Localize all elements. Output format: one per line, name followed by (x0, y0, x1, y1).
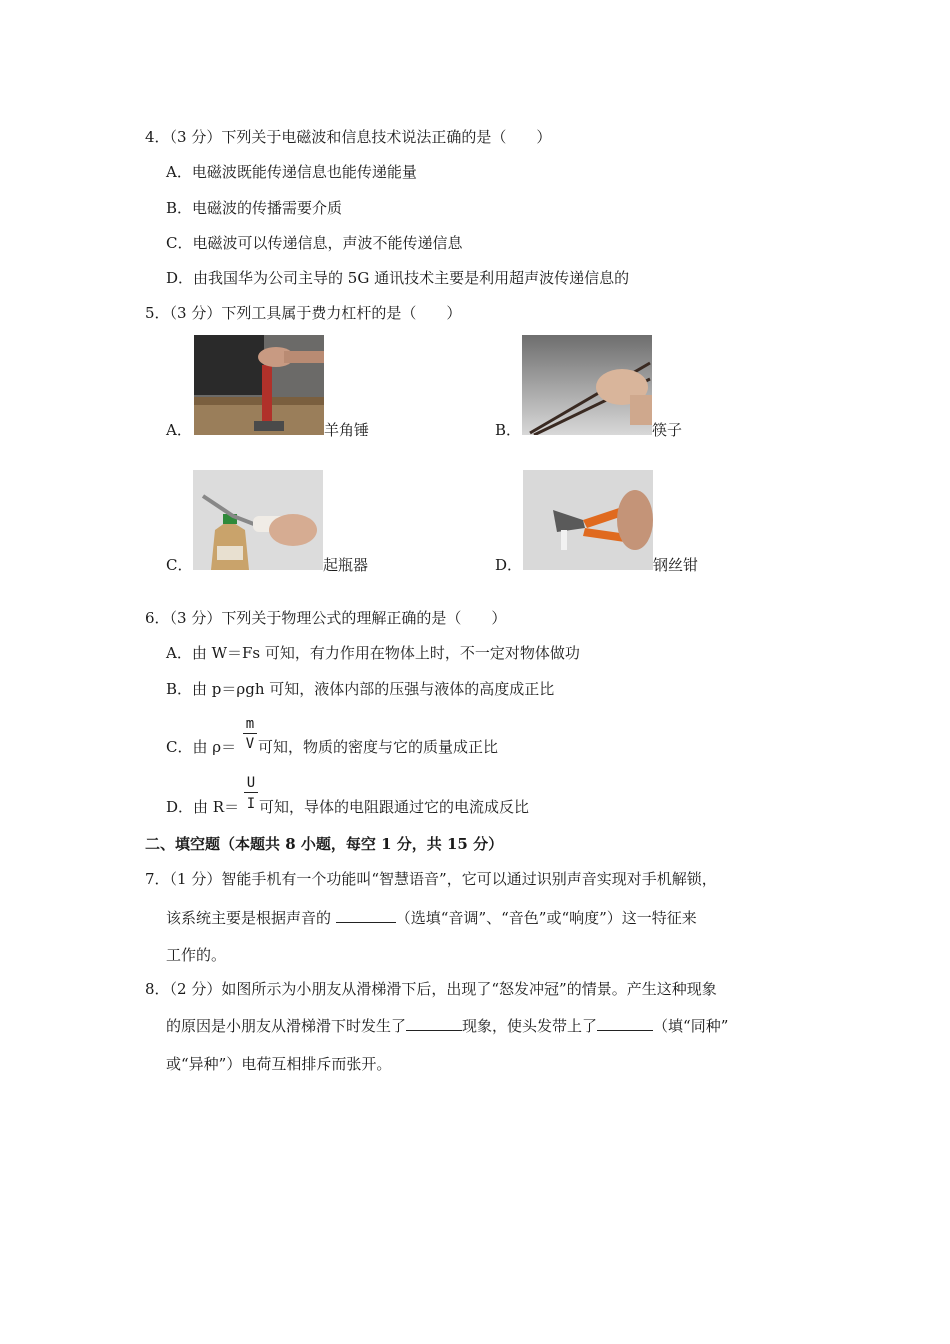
q6-option-d-suffix: 可知，导体的电阻跟通过它的电流成反比 (259, 798, 530, 816)
q7-line-1: 7．（1 分）智能手机有一个功能叫“智慧语音”，它可以通过识别声音实现对手机解锁， (145, 870, 717, 888)
hammer-photo (194, 335, 324, 435)
q5-option-c-letter: C． (166, 556, 193, 574)
q4-option-d: D．由我国华为公司主导的 5G 通讯技术主要是利用超声波传递信息的 (166, 269, 630, 287)
chopsticks-photo (522, 335, 652, 435)
q6-option-d-numerator: U (246, 775, 256, 791)
q8-line-1: 8．（2 分）如图所示为小朋友从滑梯滑下后，出现了“怒发冲冠”的情景。产生这种现象 (145, 980, 717, 998)
q6-option-c-numerator: m (245, 716, 255, 732)
q4-option-c: C．电磁波可以传递信息，声波不能传递信息 (166, 234, 463, 252)
q5-option-c-label: 起瓶器 (323, 556, 369, 574)
q6-option-c-prefix: C．由 ρ＝ (166, 738, 237, 756)
q8-line-2-text-b: 现象，使头发带上了 (462, 1017, 598, 1035)
q8-line-3: 或“异种”）电荷互相排斥而张开。 (166, 1055, 392, 1073)
q4-option-b: B．电磁波的传播需要介质 (166, 199, 343, 217)
q5-option-b-label: 筷子 (652, 421, 683, 439)
q7-line-2 (166, 908, 697, 928)
q8-line-2-text-c: （填“同种” (653, 1017, 729, 1035)
section-2-heading: 二、填空题（本题共 8 小题，每空 1 分，共 15 分） (145, 835, 504, 853)
q5-option-a-letter: A． (166, 421, 192, 439)
q8-line-2 (166, 1016, 728, 1036)
q5-option-a-label: 羊角锤 (324, 421, 370, 439)
q7-line-2-text-b: （选填“音调”、“音色”或“响度”）这一特征来 (395, 909, 697, 927)
q6-option-d-fraction-bar (244, 792, 258, 793)
q6-option-a: A．由 W＝Fs 可知，有力作用在物体上时，不一定对物体做功 (166, 644, 580, 662)
q6-stem: 6．（3 分）下列关于物理公式的理解正确的是（ ） (145, 609, 507, 627)
q4-option-a: A．电磁波既能传递信息也能传递能量 (166, 163, 417, 181)
q7-line-2-text-a: 该系统主要是根据声音的 (166, 909, 336, 927)
q6-option-c-denominator: V (245, 736, 255, 752)
q5-stem: 5．（3 分）下列工具属于费力杠杆的是（ ） (145, 304, 462, 322)
q6-option-c-suffix: 可知，物质的密度与它的质量成正比 (258, 738, 499, 756)
q6-option-d-prefix: D．由 R＝ (166, 798, 240, 816)
q6-option-b: B．由 p＝ρgh 可知，液体内部的压强与液体的高度成正比 (166, 680, 555, 698)
bottle-opener-photo (193, 470, 323, 570)
q8-answer-blank-2[interactable] (597, 1016, 653, 1031)
q8-answer-blank-1[interactable] (406, 1016, 462, 1031)
pliers-photo (523, 470, 653, 570)
q5-option-b-letter: B． (495, 421, 522, 439)
q7-answer-blank[interactable] (336, 908, 396, 923)
q7-line-3: 工作的。 (166, 946, 227, 964)
q5-option-d-label: 钢丝钳 (653, 556, 699, 574)
q6-option-c-fraction-bar (243, 733, 257, 734)
q6-option-d-denominator: I (246, 796, 256, 812)
q8-line-2-text-a: 的原因是小朋友从滑梯滑下时发生了 (166, 1017, 407, 1035)
q4-stem: 4．（3 分）下列关于电磁波和信息技术说法正确的是（ ） (145, 128, 552, 146)
q5-option-d-letter: D． (495, 556, 523, 574)
